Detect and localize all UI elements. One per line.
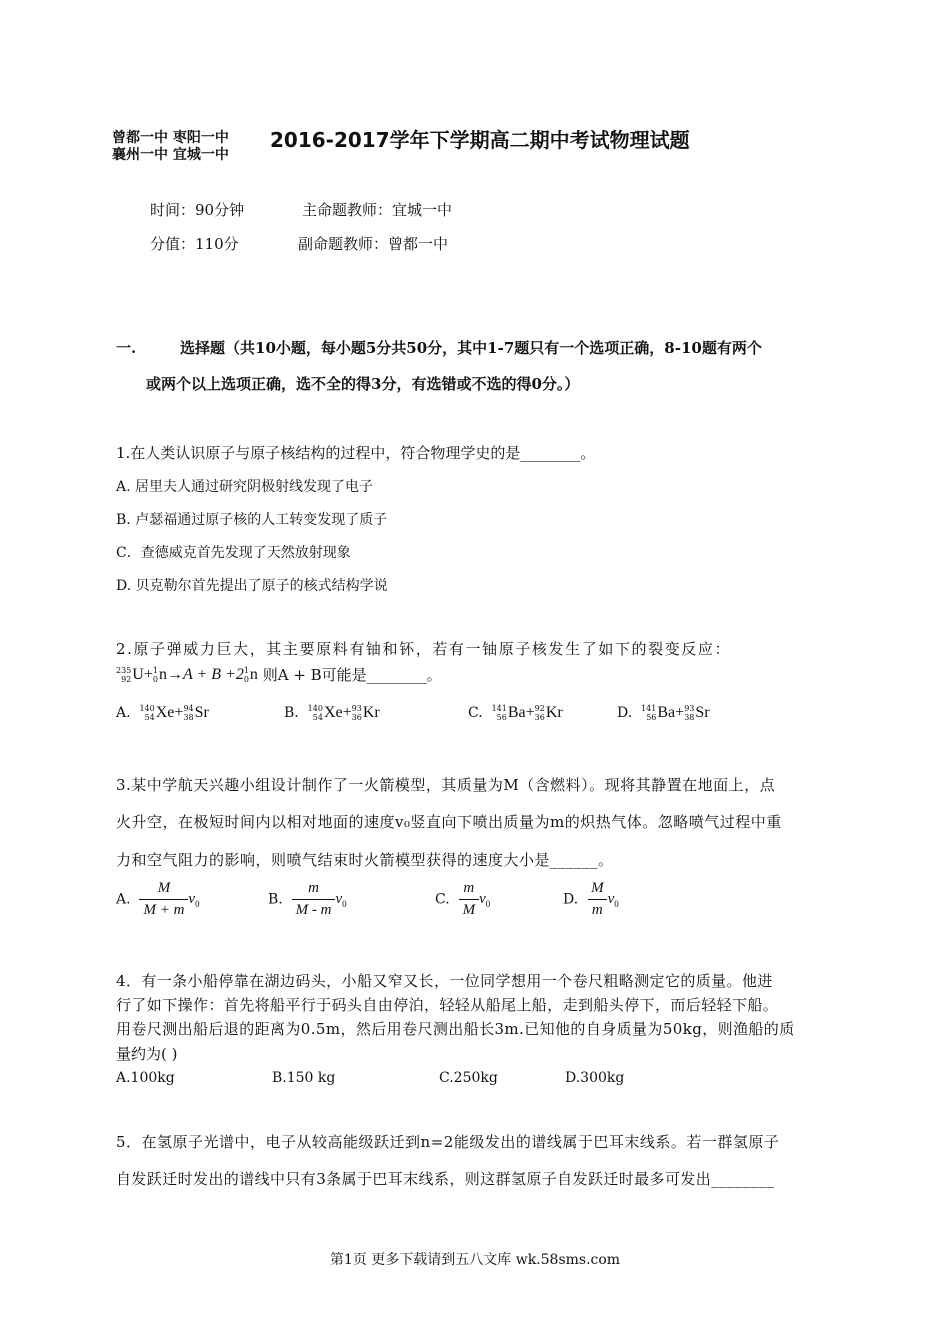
- neutron-symbol: n: [158, 665, 167, 683]
- q5-line-2: 自发跃迁时发出的谱线中只有3条属于巴耳末线系，则这群氢原子自发跃迁时最多可发出________: [116, 1170, 775, 1188]
- q1-option-b: B. 卢瑟福通过原子核的人工转变发现了质子: [116, 512, 388, 528]
- q3-option-d: D. $\frac{M}{m}$ $v_0$: [563, 880, 619, 918]
- exam-time: 时间：90分钟: [150, 201, 245, 219]
- vice-teacher: 副命题教师：曾都一中: [298, 235, 449, 253]
- school-list: [112, 130, 229, 164]
- q1-option-d: D. 贝克勒尔首先提出了原子的核式结构学说: [116, 578, 388, 594]
- uranium-symbol: U: [132, 665, 144, 683]
- q2-question-tail: 则A + B可能是________。: [257, 666, 442, 684]
- exam-score: 分值：110分: [150, 235, 239, 253]
- q2-option-c: C. 141 56 Ba+ 92 36 Kr: [468, 704, 563, 722]
- q2-equation: [116, 664, 442, 685]
- page-footer: 第1页 更多下载请到五八文库 wk.58sms.com: [329, 1252, 621, 1268]
- q2-n-isotope: 1 0: [152, 665, 158, 684]
- q1-option-c: C．查德威克首先发现了天然放射现象: [116, 545, 351, 561]
- q4-line-1: 4．有一条小船停靠在湖边码头，小船又窄又长，一位同学想用一个卷尺粗略测定它的质量。他进: [116, 972, 773, 990]
- plus-sign: +: [143, 665, 153, 683]
- neutron-symbol-2: n: [249, 665, 258, 683]
- section-number: 一.: [116, 339, 137, 357]
- schools-line-2: 襄州一中 宜城一中: [112, 147, 229, 163]
- products-expression: A + B +2: [182, 665, 244, 683]
- reaction-arrow: →: [166, 665, 183, 683]
- q5-line-1: 5．在氢原子光谱中，电子从较高能级跃迁到n=2能级发出的谱线属于巴耳末线系。若一群氢原子: [116, 1133, 780, 1151]
- q3-line-3: 力和空气阻力的影响，则喷气结束时火箭模型获得的速度大小是______。: [116, 851, 614, 869]
- schools-line-1: 曾都一中 枣阳一中: [112, 130, 229, 146]
- section-heading-line-2: 或两个以上选项正确，选不全的得3分，有选错或不选的得0分。）: [146, 375, 580, 393]
- q3-option-c: C. $\frac{m}{M}$ $v_0$: [435, 880, 491, 918]
- q1-option-a: A. 居里夫人通过研究阴极射线发现了电子: [116, 479, 374, 495]
- section-heading-line-1: 选择题（共10小题，每小题5分共50分，其中1-7题只有一个选项正确，8-10题有两个: [180, 339, 762, 357]
- q4-line-2: 行了如下操作：首先将船平行于码头自由停泊，轻轻从船尾上船，走到船头停下，而后轻轻下船。: [116, 996, 779, 1014]
- q3-option-a: A. $\frac{M}{M + m}$ $v_0$: [116, 880, 200, 918]
- page-title: 2016-2017学年下学期高二期中考试物理试题: [270, 128, 690, 152]
- q4-option-a: A.100kg: [116, 1070, 175, 1086]
- q1-stem: 1.在人类认识原子与原子核结构的过程中，符合物理学史的是________。: [116, 444, 596, 462]
- q3-line-1: 3.某中学航天兴趣小组设计制作了一火箭模型，其质量为M（含燃料）。现将其静置在地面上，点: [116, 776, 776, 794]
- q3-option-b: B. $\frac{m}{M - m}$ $v_0$: [268, 880, 347, 918]
- q2-option-a: A. 140 54 Xe+ 94 38 Sr: [116, 704, 209, 722]
- q4-option-d: D.300kg: [565, 1070, 625, 1086]
- q2-option-b: B. 140 54 Xe+ 93 36 Kr: [284, 704, 380, 722]
- q2-u-isotope: 235 92: [116, 665, 132, 684]
- q2-stem: 2.原子弹威力巨大，其主要原料有铀和钚，若有一铀原子核发生了如下的裂变反应：: [116, 640, 732, 658]
- q4-line-3: 用卷尺测出船后退的距离为0.5m，然后用卷尺测出船长3m.已知他的自身质量为50kg，则渔船的质: [116, 1020, 795, 1038]
- main-teacher: 主命题教师：宜城一中: [302, 201, 453, 219]
- q3-line-2: 火升空，在极短时间内以相对地面的速度v₀竖直向下喷出质量为m的炽热气体。忽略喷气过程中重: [116, 813, 782, 831]
- q2-option-d: D. 141 56 Ba+ 93 38 Sr: [617, 704, 710, 722]
- q4-option-b: B.150 kg: [272, 1070, 336, 1086]
- q2-n2-isotope: 1 0: [243, 665, 249, 684]
- q4-line-4: 量约为( ): [116, 1045, 178, 1063]
- q4-option-c: C.250kg: [439, 1070, 498, 1086]
